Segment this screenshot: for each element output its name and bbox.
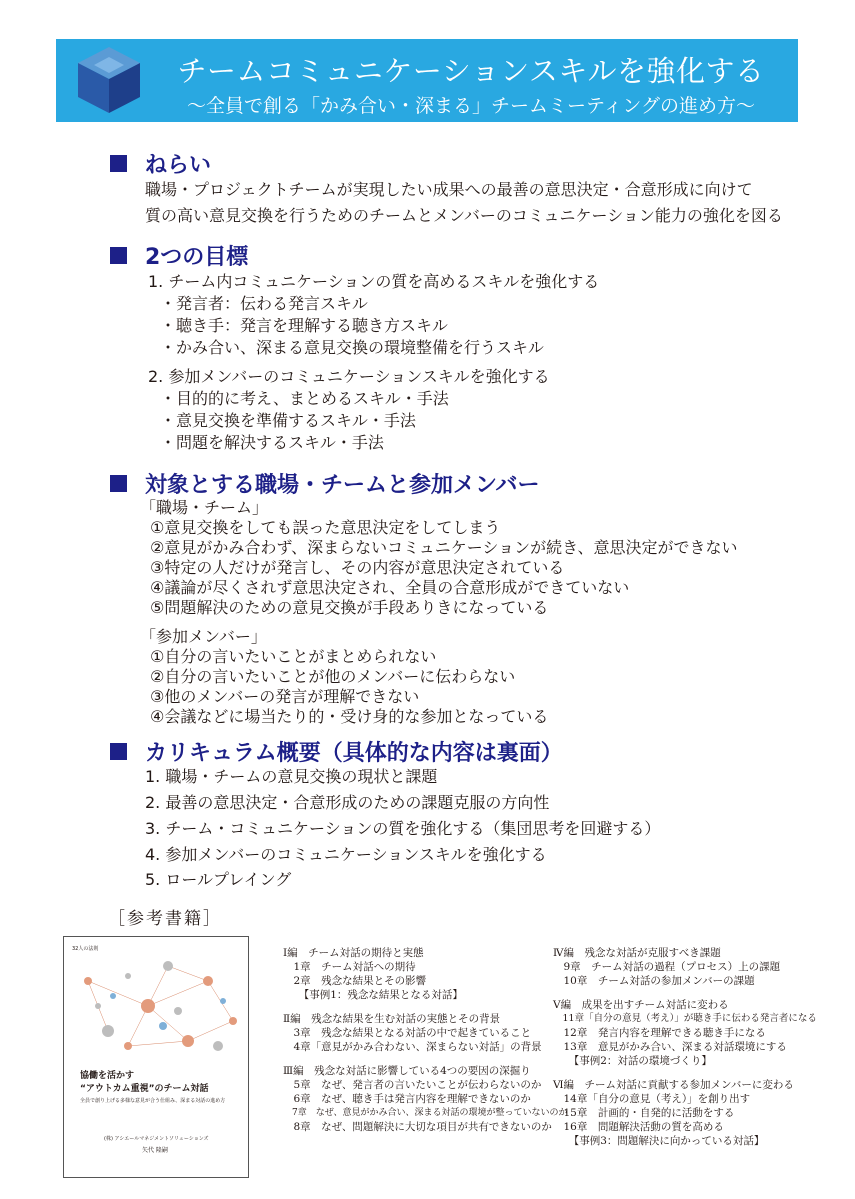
toc-line: 9章 チーム対話の過程（プロセス）上の課題 [553,961,781,973]
goal-subitem: ・目的的に考え、まとめるスキル・手法 [160,389,449,408]
target-item: ③特定の人だけが発言し、その内容が意思決定されている [150,558,565,577]
curriculum-item: 3. チーム・コミュニケーションの質を強化する（集団思考を回避する） [145,819,661,838]
target-item: ③他のメンバーの発言が理解できない [150,687,420,706]
page-title: チームコミュニケーションスキルを強化する [177,54,765,88]
book-subtitle: 全員で創り上げる多様な意見が合う仕組み、深まる対話の進め方 [80,1098,226,1104]
toc-line: 14章「自分の意見（考え）」を創り出す [553,1093,751,1105]
goal-subitem: ・発言者：伝わる発言スキル [160,294,368,313]
toc-line: 【事例2：対話の環境づくり】 [553,1055,712,1067]
goal-item: 1. チーム内コミュニケーションの質を高めるスキルを強化する [148,272,600,291]
goal-subitem: ・問題を解決するスキル・手法 [160,433,384,452]
toc-line: Ⅳ編 残念な対話が克服すべき課題 [553,947,721,959]
target-item: ④会議などに場当たり的・受け身的な参加となっている [150,707,549,726]
square-bullet-icon [110,743,127,760]
cube-logo-icon [78,47,140,113]
reference-label: ［参考書籍］ [108,909,222,929]
section-heading-text: ねらい [145,153,212,178]
toc-line: Ⅴ編 成果を出すチーム対話に変わる [553,999,729,1011]
book-title-line2: “アウトカム重視”のチーム対話 [80,1084,209,1094]
title-banner [56,39,798,122]
section-heading-target [110,468,539,499]
target-item: ①意見交換をしても誤った意思決定をしてしまう [150,518,501,537]
target-label: 「参加メンバー」 [140,627,267,646]
toc-line: 5章 なぜ、発言者の言いたいことが伝わらないのか [283,1079,542,1091]
toc-line: 8章 なぜ、問題解決に大切な項目が共有できないのか [283,1121,552,1133]
toc-line: 10章 チーム対話の参加メンバーの課題 [553,975,755,987]
square-bullet-icon [110,155,127,172]
toc-line: 【事例1：残念な結果となる対話】 [283,989,463,1001]
book-series: 32人の法則 [72,946,99,952]
book-publisher: (株) アシエールマネジメントソリューションズ [104,1136,209,1142]
toc-line: 【事例3：問題解決に向かっている対話】 [553,1135,765,1147]
toc-line: 2章 残念な結果とその影響 [283,975,427,987]
aim-line: 質の高い意見交換を行うためのチームとメンバーのコミュニケーション能力の強化を図る [145,206,783,225]
toc-line: 1章 チーム対話への期待 [283,961,416,973]
target-item: ②意見がかみ合わず、深まらないコミュニケーションが続き、意思決定ができない [150,538,738,557]
toc-line [553,1068,817,1078]
toc-line: 16章 問題解決活動の質を高める [553,1121,724,1133]
toc-line [553,988,817,998]
toc-line: 15章 計画的・自発的に活動をする [553,1107,735,1119]
target-item: ②自分の言いたいことが他のメンバーに伝わらない [150,667,516,686]
target-item: ①自分の言いたいことがまとめられない [150,647,437,666]
square-bullet-icon [110,475,127,492]
curriculum-item: 1. 職場・チームの意見交換の現状と課題 [145,767,438,786]
toc-line: Ⅱ編 残念な結果を生む対話の実態とその背景 [283,1013,501,1025]
curriculum-item: 2. 最善の意思決定・合意形成のための課題克服の方向性 [145,793,550,812]
toc-line: 3章 残念な結果となる対話の中で起きていること [283,1027,532,1039]
goal-subitem: ・意見交換を準備するスキル・手法 [160,411,416,430]
toc-line: 13章 意見がかみ合い、深まる対話環境にする [553,1041,787,1053]
toc-line: 12章 発言内容を理解できる聴き手になる [553,1027,766,1039]
toc-line: Ⅰ編 チーム対話の期待と実態 [283,947,424,959]
section-heading-text: カリキュラム概要（具体的な内容は裏面） [145,741,563,766]
book-title-line1: 協働を活かす [80,1071,135,1081]
target-label: 「職場・チーム」 [140,498,269,517]
goal-subitem: ・聴き手：発言を理解する聴き方スキル [160,316,448,335]
book-toc-left [283,946,567,1134]
target-item: ⑤問題解決のための意見交換が手段ありきになっている [150,598,549,617]
toc-line: 4章「意見がかみ合わない、深まらない対話」の背景 [283,1041,542,1053]
square-bullet-icon [110,247,127,264]
curriculum-item: 4. 参加メンバーのコミュニケーションスキルを強化する [145,845,547,864]
toc-line: 7章 なぜ、意見がかみ合い、深まる対話の環境が整っていないのか [283,1108,568,1118]
book-cover [63,936,249,1178]
goal-item: 2. 参加メンバーのコミュニケーションスキルを強化する [148,367,550,386]
toc-line: Ⅵ編 チーム対話に貢献する参加メンバーに変わる [553,1079,794,1091]
goal-subitem: ・かみ合い、深まる意見交換の環境整備を行うスキル [160,338,544,357]
section-heading-text: 2つの目標 [145,245,249,270]
toc-line: 6章 なぜ、聴き手は発言内容を理解できないのか [283,1093,531,1105]
section-heading-aim [110,148,211,179]
toc-line: Ⅲ編 残念な対話に影響している4つの要因の深掘り [283,1065,531,1077]
section-heading-text: 対象とする職場・チームと参加メンバー [145,473,540,498]
section-heading-curriculum [110,736,563,767]
section-heading-goals [110,240,248,271]
book-author: 矢代 隆嗣 [142,1147,168,1154]
book-toc-right [553,946,817,1148]
network-illustration [68,951,246,1061]
toc-line: 11章「自分の意見（考え）」が聴き手に伝わる発言者になる [553,1013,817,1024]
toc-line [283,1002,567,1012]
target-item: ④議論が尽くされず意思決定され、全員の合意形成ができていない [150,578,630,597]
curriculum-item: 5. ロールプレイング [145,870,292,889]
toc-line [283,1054,567,1064]
aim-line: 職場・プロジェクトチームが実現したい成果への最善の意思決定・合意形成に向けて [145,180,753,199]
page-subtitle: 〜全員で創る「かみ合い・深まる」チームミーティングの進め方〜 [186,95,756,117]
